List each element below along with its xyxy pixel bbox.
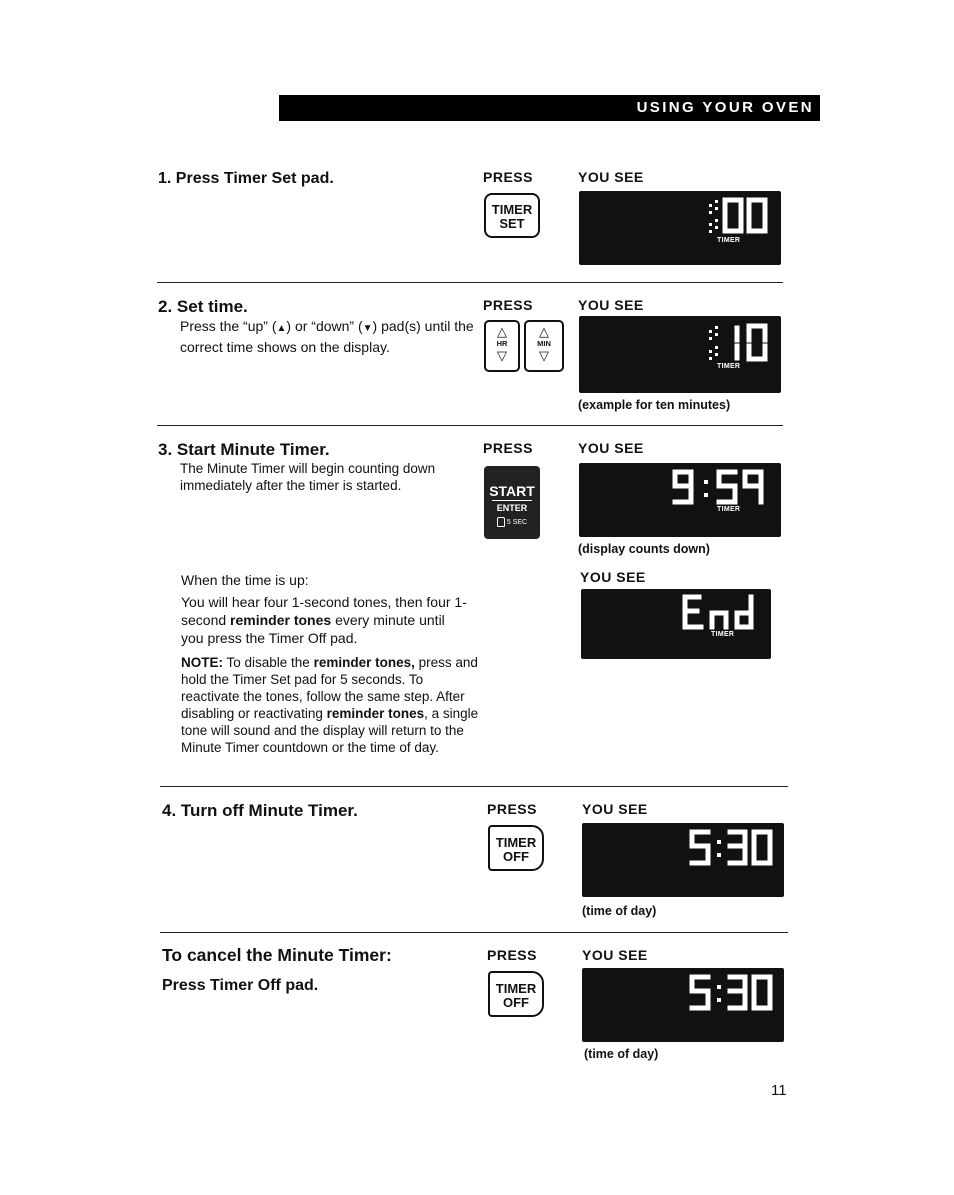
step-2-title: 2. Set time.	[158, 297, 248, 316]
timer-off-pad[interactable]	[488, 825, 544, 871]
divider-2	[157, 425, 783, 426]
time-up-tones: You will hear four 1-second tones, then four 1-second reminder tones every minute until you press the Timer Off pad.	[181, 594, 467, 646]
minute-pad[interactable]	[524, 320, 564, 372]
step-2-display	[579, 316, 781, 393]
enter-pad-label: ENTER	[496, 503, 528, 513]
hour-down-icon[interactable]: ▽	[497, 348, 507, 363]
minute-up-icon[interactable]: △	[539, 324, 549, 339]
step-2-display-timer-label: TIMER	[717, 363, 741, 370]
start-pad-divider	[492, 500, 532, 501]
timer-off-pad-line2: OFF	[503, 849, 529, 864]
time-up-display-timer-label: TIMER	[711, 631, 735, 638]
section-title: USING YOUR OVEN	[636, 99, 814, 116]
cancel-display-digits	[582, 968, 784, 1042]
step-3-display	[579, 463, 781, 537]
divider-4	[160, 932, 788, 933]
cancel-press-label: PRESS	[487, 947, 537, 963]
start-pad-label: START	[489, 483, 535, 499]
section-banner	[279, 95, 820, 121]
hour-up-icon[interactable]: △	[497, 324, 507, 339]
cancel-timer-off-pad-line1: TIMER	[495, 981, 537, 996]
step-3-display-digits	[579, 463, 781, 537]
timer-set-pad-line1: TIMER	[491, 202, 533, 217]
step-1-display-digits	[579, 191, 781, 265]
up-arrow-icon: ▲	[276, 323, 287, 334]
time-up-intro: When the time is up:	[181, 572, 309, 588]
step-1-title: 1. Press Timer Set pad.	[158, 170, 334, 187]
step-1-press-label: PRESS	[483, 169, 533, 185]
step-4-title: 4. Turn off Minute Timer.	[162, 801, 358, 820]
step-4-caption: (time of day)	[582, 904, 657, 918]
reminder-tones-note: NOTE: To disable the reminder tones, press and hold the Timer Set pad for 5 seconds. To reactivate the tones, follow the same step. After disabling or reactivating reminder tones, a single tone will sound and the display will return to the Minute Timer countdown or the time of day.	[181, 655, 479, 755]
step-4-you-see-label: YOU SEE	[582, 801, 648, 817]
start-enter-pad[interactable]	[484, 466, 540, 539]
step-2-you-see-label: YOU SEE	[578, 297, 644, 313]
cancel-subtitle: Press Timer Off pad.	[162, 977, 319, 994]
lock-seconds-label: 5 SEC	[506, 519, 528, 526]
step-3-description: The Minute Timer will begin counting down immediately after the timer is started.	[180, 461, 436, 493]
time-up-you-see-label: YOU SEE	[580, 569, 646, 585]
step-3-title: 3. Start Minute Timer.	[158, 440, 330, 459]
step-4-display-digits	[582, 823, 784, 897]
step-2-display-digits	[579, 316, 781, 393]
step-2-description: Press the “up” (▲) or “down” (▼) pad(s) until the correct time shows on the display.	[180, 318, 474, 355]
hour-pad-label: HR	[496, 339, 508, 348]
step-4-press-label: PRESS	[487, 801, 537, 817]
cancel-you-see-label: YOU SEE	[582, 947, 648, 963]
step-3-press-label: PRESS	[483, 440, 533, 456]
cancel-timer-off-pad[interactable]	[488, 971, 544, 1017]
cancel-title: To cancel the Minute Timer:	[162, 945, 392, 965]
cancel-caption: (time of day)	[584, 1047, 659, 1061]
minute-pad-label: MIN	[537, 339, 551, 348]
step-2-press-label: PRESS	[483, 297, 533, 313]
down-arrow-icon: ▼	[362, 323, 373, 334]
divider-3	[160, 786, 788, 787]
lock-icon	[497, 517, 505, 527]
step-3-you-see-label: YOU SEE	[578, 440, 644, 456]
timer-set-pad-line2: SET	[499, 216, 525, 231]
step-3-caption: (display counts down)	[578, 542, 710, 556]
step-3-display-timer-label: TIMER	[717, 506, 741, 513]
divider-1	[157, 282, 783, 283]
step-2-caption: (example for ten minutes)	[578, 398, 731, 412]
step-1-you-see-label: YOU SEE	[578, 169, 644, 185]
step-4-display	[582, 823, 784, 897]
timer-off-pad-line1: TIMER	[495, 835, 537, 850]
cancel-display	[582, 968, 784, 1042]
time-up-display	[581, 589, 771, 659]
step-1-display	[579, 191, 781, 265]
hour-pad[interactable]	[484, 320, 520, 372]
page-number: 11	[771, 1082, 787, 1099]
timer-set-pad[interactable]	[484, 193, 540, 238]
cancel-timer-off-pad-line2: OFF	[503, 995, 529, 1010]
step-1-display-timer-label: TIMER	[717, 237, 741, 244]
time-up-display-digits	[581, 589, 771, 659]
minute-down-icon[interactable]: ▽	[539, 348, 549, 363]
